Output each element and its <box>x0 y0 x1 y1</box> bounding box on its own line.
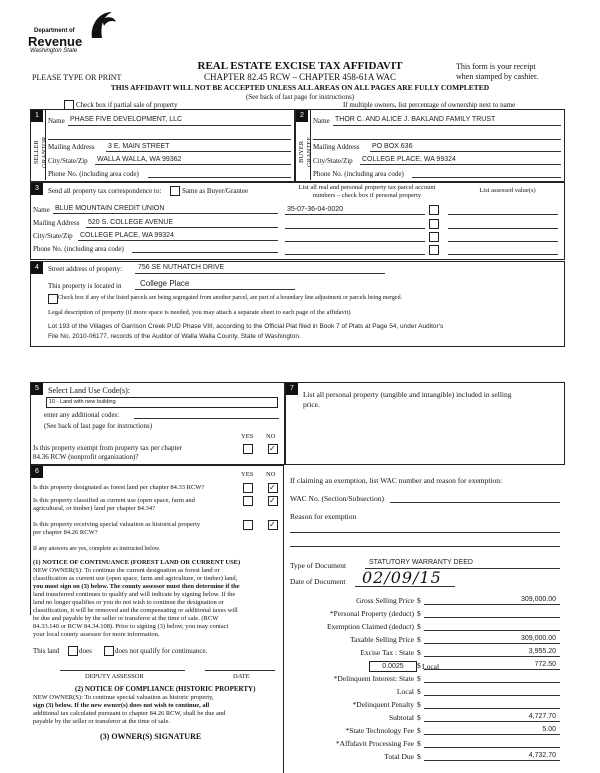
tax-row-input[interactable] <box>424 643 560 644</box>
tax-row-value: 309,000.00 <box>520 596 556 603</box>
section-7-badge: 7 <box>286 383 298 395</box>
continuance-line-9: your local county assessor for more information. <box>33 631 160 638</box>
corr-name[interactable]: BLUE MOUNTAIN CREDIT UNION <box>55 205 165 212</box>
currency-symbol: $ <box>417 674 421 683</box>
tax-row-input[interactable] <box>424 747 560 748</box>
doc-date-value[interactable]: 02/09/15 <box>362 568 442 587</box>
segregated-checkbox[interactable] <box>48 294 58 304</box>
exemption-claim-label: If claiming an exemption, list WAC number and reason for exemption: <box>290 476 503 485</box>
assessed-value-3[interactable] <box>448 241 558 242</box>
receipt-line-1: This form is your receipt <box>456 62 536 71</box>
buyer-name-label: Name <box>313 117 330 125</box>
deputy-date-line[interactable] <box>205 670 275 671</box>
parcel-1[interactable]: 35-07-36-04-0020 <box>287 206 344 213</box>
buyer-side-label: BUYER GRANTEE <box>298 136 313 168</box>
partial-sale-label: Check box if partial sale of property <box>76 101 178 109</box>
tax-row-label: Taxable Selling Price <box>349 635 414 644</box>
tax-row-input[interactable] <box>424 760 560 761</box>
tax-row-input[interactable] <box>424 617 560 618</box>
state-rate-value: 0.0025 <box>382 663 404 670</box>
deputy-assessor-label: DEPUTY ASSESSOR <box>85 673 144 680</box>
checkmark-icon: ✓ <box>269 444 276 453</box>
revenue-logo <box>20 8 130 54</box>
tax-row-input[interactable] <box>424 630 560 631</box>
does-checkbox[interactable] <box>68 646 78 656</box>
tax-row-value: 5.00 <box>542 726 556 733</box>
assessed-header: List assessed value(s) <box>479 187 536 194</box>
compliance-line-3: additional tax calculated pursuant to chapter 84.26 RCW, shall be due and <box>33 710 226 717</box>
currency-symbol: $ <box>417 700 421 709</box>
section-2-badge: 2 <box>296 110 308 122</box>
exempt-question-2: 84.36 RCW (nonprofit organization)? <box>33 453 139 461</box>
section-6-left-border <box>30 465 31 615</box>
seller-name[interactable]: PHASE FIVE DEVELOPMENT, LLC <box>70 116 183 123</box>
tax-row-label: Subtotal <box>388 713 414 722</box>
parcel-2-personal-checkbox[interactable] <box>429 219 439 229</box>
currency-symbol: $ <box>417 752 421 761</box>
current-use-question-1: Is this property classified as current use (open space, farm and <box>33 497 195 504</box>
currency-symbol: $ <box>417 596 421 605</box>
checkmark-icon: ✓ <box>269 496 276 505</box>
parcel-header-2: numbers – check box if personal property <box>312 192 422 199</box>
section-5-badge: 5 <box>31 383 43 395</box>
parcel-1-personal-checkbox[interactable] <box>429 205 439 215</box>
currency-symbol: $ <box>417 713 421 722</box>
personal-property-line-2: price. <box>303 400 320 409</box>
continuance-line-4: land transferred continues to qualify and will indicate by signing below. If the <box>33 591 236 598</box>
tax-row-input[interactable] <box>424 656 560 657</box>
same-as-buyer-checkbox[interactable] <box>170 186 180 196</box>
tax-row-input[interactable] <box>424 604 560 605</box>
tax-row-label: Exemption Claimed (deduct) <box>326 622 414 631</box>
legal-line-1: Lot 193 of the Villages of Garrison Creek PUD Phase VIII, according to the Official Plat filed in Book 7 of Plats at Page 54, under Auditor's <box>48 323 444 330</box>
seller-mailing-label: Mailing Address <box>48 143 95 151</box>
exempt-no-checkbox[interactable] <box>268 444 278 454</box>
land-use-no-header: NO <box>266 433 276 440</box>
seller-phone-label: Phone No. (including area code) <box>48 170 139 178</box>
continuance-line-6: classification, it will be removed and the compensating or additional taxes will <box>33 607 238 614</box>
section-4-badge: 4 <box>31 262 43 274</box>
tax-row-input[interactable] <box>424 708 560 709</box>
land-use-code-select[interactable] <box>46 397 278 408</box>
deputy-signature-line[interactable] <box>60 670 185 671</box>
buyer-city[interactable]: COLLEGE PLACE, WA 99324 <box>362 156 456 163</box>
continuance-line-3: you must sign on (3) below. The county assessor must then determine if the <box>33 583 240 590</box>
buyer-mailing-label: Mailing Address <box>313 143 360 151</box>
checkmark-icon: ✓ <box>269 483 276 492</box>
tax-row-label: *Personal Property (deduct) <box>329 609 414 618</box>
seller-city-label: City/State/Zip <box>48 157 88 165</box>
exempt-question-1: Is this property exempt from property tax per chapter <box>33 444 182 452</box>
agency-top: Department of <box>34 28 75 34</box>
compliance-line-4: payable by the seller or transferor at the time of sale. <box>33 718 170 725</box>
doc-type-label: Type of Document <box>290 561 347 570</box>
owner-signature-title: (3) OWNER(S) SIGNATURE <box>100 732 202 741</box>
receipt-line-2: when stamped by cashier. <box>456 72 539 81</box>
buyer-name[interactable]: THOR C. AND ALICE J. BAKLAND FAMILY TRUST <box>335 116 496 123</box>
currency-symbol: $ <box>417 609 421 618</box>
assessed-value-1[interactable] <box>448 214 558 215</box>
parcel-3-personal-checkbox[interactable] <box>429 232 439 242</box>
corr-city-label: City/State/Zip <box>33 232 73 240</box>
wac-input[interactable] <box>390 502 560 503</box>
continuance-line-5: land no longer qualifies or you do not wish to continue the designation or <box>33 599 224 606</box>
if-yes-note: If any answers are yes, complete as instructed below. <box>33 546 161 552</box>
tax-row-label: *State Technology Fee <box>345 726 414 735</box>
does-not-checkbox[interactable] <box>104 646 114 656</box>
land-use-code-value: 10 - Land with new building <box>49 399 116 405</box>
land-use-yes-header: YES <box>241 433 254 440</box>
continuance-line-7: be due and payable by the seller or transferor at the time of sale. (RCW <box>33 615 219 622</box>
currency-symbol: $ <box>417 648 421 657</box>
historic-question-1: Is this property receiving special valuation as historical property <box>33 521 201 528</box>
exempt-yes-checkbox[interactable] <box>243 444 253 454</box>
form-chapter: CHAPTER 82.45 RCW – CHAPTER 458-61A WAC <box>204 72 396 82</box>
located-value[interactable]: College Place <box>140 279 190 288</box>
tax-row-label: *Delinquent Interest: State <box>333 674 414 683</box>
compliance-title: (2) NOTICE OF COMPLIANCE (HISTORIC PROPERTY) <box>75 685 256 693</box>
continuance-line-8: 84.33.140 or RCW 84.34.108). Prior to signing (3) below, you may contact <box>33 623 229 630</box>
assessed-value-4[interactable] <box>448 254 558 255</box>
located-label: This property is located in <box>48 282 122 290</box>
corr-name-label: Name <box>33 206 50 214</box>
agency-sub: Washington State <box>30 48 78 54</box>
state-rate-box <box>369 661 417 672</box>
currency-symbol: $ <box>417 726 421 735</box>
revenue-logo-icon <box>88 8 118 42</box>
tax-row-label: Excise Tax : State <box>360 648 414 657</box>
warning-line: THIS AFFIDAVIT WILL NOT BE ACCEPTED UNLESS ALL AREAS ON ALL PAGES ARE FULLY COMPLETED <box>110 83 490 92</box>
tax-row-value: 309,000.00 <box>520 635 556 642</box>
forest-no-checkbox[interactable] <box>268 483 278 493</box>
continuance-line-1: NEW OWNER(S): To continue the current designation as forest land or <box>33 567 220 574</box>
exemption-reason-label: Reason for exemption <box>290 512 357 521</box>
tax-row-label: Gross Selling Price <box>356 596 414 605</box>
tax-row-input[interactable] <box>424 669 560 670</box>
does-label: does <box>79 647 92 655</box>
historic-no-checkbox[interactable] <box>268 520 278 530</box>
tax-row-value: 4,727.70 <box>528 713 556 720</box>
compliance-line-2: sign (3) below. If the new owner(s) does not wish to continue, all <box>33 702 210 709</box>
currency-symbol: $ <box>417 635 421 644</box>
exemption-reason-input-1[interactable] <box>290 532 560 533</box>
land-use-see-back: (See back of last page for instructions) <box>44 422 153 430</box>
tax-row-value: 3,955.20 <box>528 648 556 655</box>
corr-mailing[interactable]: 520 S. COLLEGE AVENUE <box>88 219 174 226</box>
tax-row-input[interactable] <box>424 734 560 735</box>
personal-property-line-1: List all personal property (tangible and intangible) included in selling <box>303 390 512 399</box>
historic-yes-checkbox[interactable] <box>243 520 253 530</box>
tax-row-label: Total Due <box>384 752 414 761</box>
corr-city[interactable]: COLLEGE PLACE, WA 99324 <box>80 232 174 239</box>
section-3-badge: 3 <box>31 183 43 195</box>
buyer-phone-label: Phone No. (including area code) <box>313 170 404 178</box>
tax-row-input[interactable] <box>424 695 560 696</box>
buyer-mailing[interactable]: PO BOX 636 <box>372 143 413 150</box>
forest-yes-checkbox[interactable] <box>243 483 253 493</box>
currency-symbol: $ <box>417 687 421 696</box>
form-title: REAL ESTATE EXCISE TAX AFFIDAVIT <box>197 60 403 72</box>
exemption-reason-input-2[interactable] <box>290 546 560 547</box>
send-correspondence-label: Send all property tax correspondence to: <box>48 187 162 195</box>
deputy-date-label: DATE <box>233 673 250 680</box>
compliance-line-1: NEW OWNER(S): To continue special valuation as historic property, <box>33 694 214 701</box>
please-type: PLEASE TYPE OR PRINT <box>32 73 122 82</box>
legal-label: Legal description of property (if more space is needed, you may attach a separate sheet to each page of the affidavit) <box>48 309 351 316</box>
currency-symbol: $ <box>417 739 421 748</box>
additional-codes-input[interactable] <box>134 418 279 419</box>
see-back-header: (See back of last page for instructions) <box>245 93 355 101</box>
seller-side-label: SELLER GRANTOR <box>33 136 48 168</box>
street-address[interactable]: 756 SE NUTHATCH DRIVE <box>138 264 225 271</box>
local-label: Local <box>422 662 440 671</box>
legal-line-2: File No. 2010-06177, records of the Auditor of Walla Walla County, State of Washington. <box>48 333 301 340</box>
corr-phone-label: Phone No. (including area code) <box>33 245 124 253</box>
assessed-value-2[interactable] <box>448 228 558 229</box>
tax-row-value: 772.50 <box>534 661 556 668</box>
continuance-line-2: classification as current use (open space, farm and agriculture, or timber) land, <box>33 575 238 582</box>
agency-main: Revenue <box>28 34 83 49</box>
doc-date-label: Date of Document <box>290 577 346 586</box>
doc-type-value[interactable]: STATUTORY WARRANTY DEED <box>369 559 473 566</box>
tax-row-value: 4,732.70 <box>528 752 556 759</box>
tax-row-input[interactable] <box>424 721 560 722</box>
select-land-use-label: Select Land Use Code(s): <box>48 386 130 395</box>
segregated-label: Check box if any of the listed parcels are being segregated from another parcel, are part of a boundary line adjustment or parcels being merged. <box>58 295 403 301</box>
buyer-city-label: City/State/Zip <box>313 157 353 165</box>
forest-question: Is this property designated as forest land per chapter 84.33 RCW? <box>33 484 205 491</box>
checkmark-icon: ✓ <box>269 520 276 529</box>
historic-question-2: per chapter 84.26 RCW? <box>33 529 98 536</box>
current-use-question-2: agricultural, or timber) land per chapter 84.34? <box>33 505 156 512</box>
additional-codes-label: enter any additional codes: <box>44 411 120 419</box>
current-use-no-checkbox[interactable] <box>268 496 278 506</box>
section-1-badge: 1 <box>31 110 43 122</box>
does-not-label: does not qualify for continuance. <box>115 647 208 655</box>
same-as-buyer-label: Same as Buyer/Grantee <box>182 187 249 195</box>
section-6-badge: 6 <box>31 466 43 478</box>
s6-yes-header: YES <box>241 471 254 478</box>
tax-row-input[interactable] <box>424 682 560 683</box>
continuance-title: (1) NOTICE OF CONTINUANCE (FOREST LAND OR CURRENT USE) <box>33 559 241 566</box>
tax-row-label: *Delinquent Penalty <box>352 700 414 709</box>
seller-name-label: Name <box>48 117 65 125</box>
currency-symbol: $ <box>417 661 421 670</box>
parcel-4-personal-checkbox[interactable] <box>429 245 439 255</box>
street-label: Street address of property: <box>48 265 123 273</box>
this-land-label: This land <box>33 647 60 655</box>
s6-no-header: NO <box>266 471 276 478</box>
current-use-yes-checkbox[interactable] <box>243 496 253 506</box>
seller-mailing[interactable]: 3 E. MAIN STREET <box>108 143 170 150</box>
wac-label: WAC No. (Section/Subsection) <box>290 494 384 503</box>
currency-symbol: $ <box>417 622 421 631</box>
multiple-owners-label: If multiple owners, list percentage of ownership next to name <box>343 101 516 109</box>
tax-row-label: Local <box>396 687 414 696</box>
seller-city[interactable]: WALLA WALLA, WA 99362 <box>97 156 182 163</box>
parcel-header-1: List all real and personal property tax parcel account <box>298 184 436 191</box>
corr-mailing-label: Mailing Address <box>33 219 80 227</box>
tax-row-label: *Affidavit Processing Fee <box>335 739 414 748</box>
